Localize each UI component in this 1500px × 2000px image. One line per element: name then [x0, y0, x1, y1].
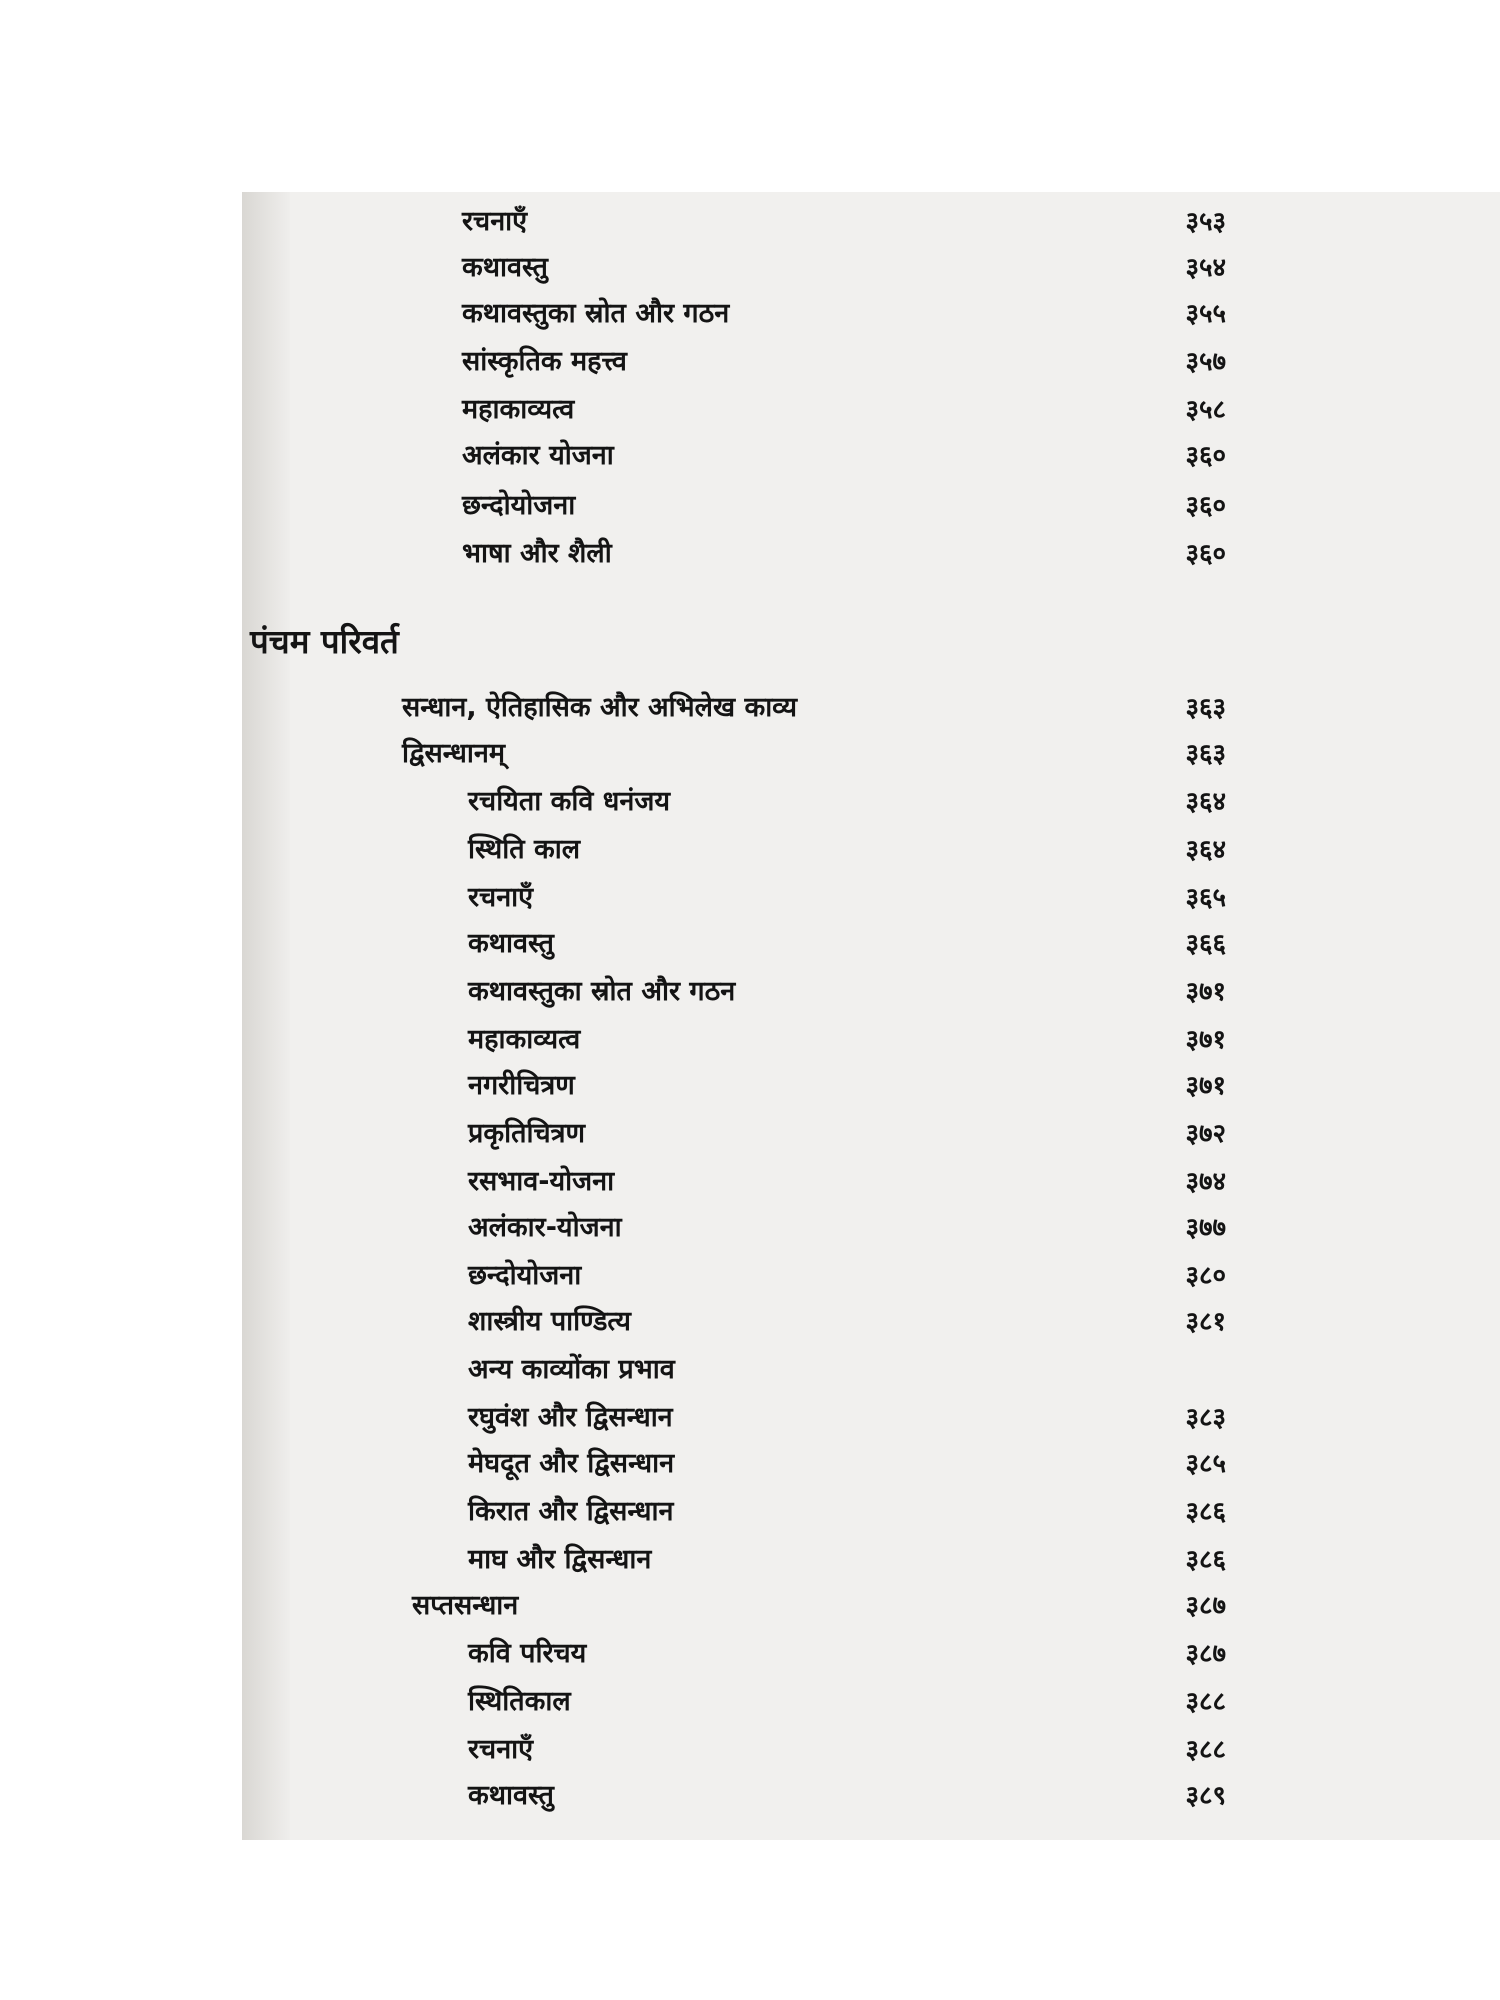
toc-entry-page: ३६० — [1185, 491, 1226, 521]
toc-entry-title: रसभाव-योजना — [468, 1166, 615, 1197]
toc-entry-title: प्रकृतिचित्रण — [468, 1118, 586, 1149]
toc-entry-title: रचयिता कवि धनंजय — [468, 786, 671, 817]
toc-entry-page: ३७४ — [1185, 1167, 1226, 1197]
toc-entry-page: ३६५ — [1185, 883, 1226, 913]
toc-entry-page: ३७२ — [1185, 1119, 1226, 1149]
toc-entry — [0, 1066, 1500, 1106]
toc-entry-page: ३८८ — [1185, 1687, 1226, 1717]
toc-entry-title: कथावस्तु — [468, 928, 554, 959]
toc-entry — [0, 1540, 1500, 1580]
toc-entry — [0, 782, 1500, 822]
toc-entry — [0, 1302, 1500, 1342]
toc-entry-title: अन्य काव्योंका प्रभाव — [468, 1354, 675, 1385]
toc-entry-page: ३७१ — [1185, 977, 1226, 1007]
toc-entry-page: ३७७ — [1185, 1213, 1226, 1243]
toc-entry-title: रचनाएँ — [462, 206, 528, 237]
toc-entry-title: कथावस्तु — [468, 1780, 554, 1811]
toc-entry-page: ३८७ — [1185, 1591, 1226, 1621]
toc-entry-page: ३८१ — [1185, 1307, 1226, 1337]
toc-entry-title: महाकाव्यत्व — [468, 1024, 581, 1055]
toc-entry — [0, 534, 1500, 574]
toc-entry-page: ३७१ — [1185, 1025, 1226, 1055]
toc-entry-title: नगरीचित्रण — [468, 1070, 575, 1101]
toc-entry — [0, 342, 1500, 382]
toc-entry — [0, 202, 1500, 242]
toc-entry — [0, 1682, 1500, 1722]
toc-entry-page: ३८३ — [1185, 1403, 1226, 1433]
toc-entry — [0, 734, 1500, 774]
toc-entry — [0, 390, 1500, 430]
toc-entry-page: ३८० — [1185, 1261, 1226, 1291]
toc-entry — [0, 1586, 1500, 1626]
toc-entry-page: ३८८ — [1185, 1735, 1226, 1765]
toc-entry — [0, 1492, 1500, 1532]
toc-entry-page: ३६० — [1185, 441, 1226, 471]
toc-entry-title: स्थिति काल — [468, 834, 581, 865]
toc-entry-title: द्विसन्धानम् — [402, 738, 505, 769]
toc-entry-page: ३५३ — [1185, 207, 1226, 237]
toc-entry-title: कथावस्तुका स्रोत और गठन — [462, 298, 730, 329]
toc-entry-title: कथावस्तुका स्रोत और गठन — [468, 976, 736, 1007]
toc-entry — [0, 294, 1500, 334]
section-heading: पंचम परिवर्त — [250, 622, 399, 661]
toc-entry — [0, 1634, 1500, 1674]
toc-entry — [0, 1776, 1500, 1816]
toc-entry-title: रघुवंश और द्विसन्धान — [468, 1402, 673, 1433]
toc-entry-title: कथावस्तु — [462, 252, 548, 283]
toc-entry — [0, 1730, 1500, 1770]
toc-entry-title: महाकाव्यत्व — [462, 394, 575, 425]
toc-entry-title: माघ और द्विसन्धान — [468, 1544, 652, 1575]
toc-entry — [0, 688, 1500, 728]
toc-entry-title: सप्तसन्धान — [412, 1590, 519, 1621]
toc-entry — [0, 924, 1500, 964]
toc-entry-title: किरात और द्विसन्धान — [468, 1496, 674, 1527]
toc-entry-title: छन्दोयोजना — [468, 1260, 582, 1291]
toc-entry — [0, 1444, 1500, 1484]
toc-entry — [0, 1162, 1500, 1202]
toc-entry — [0, 878, 1500, 918]
toc-entry-page: ३८९ — [1185, 1781, 1226, 1811]
toc-entry-page: ३६४ — [1185, 787, 1226, 817]
toc-entry-title: शास्त्रीय पाण्डित्य — [468, 1306, 631, 1337]
toc-entry-page: ३५७ — [1185, 347, 1226, 377]
toc-entry — [0, 486, 1500, 526]
toc-entry-page: ३५५ — [1185, 299, 1226, 329]
toc-entry-title: भाषा और शैली — [462, 538, 612, 569]
toc-entry — [0, 248, 1500, 288]
toc-entry-page: ३५४ — [1185, 253, 1226, 283]
toc-entry — [0, 436, 1500, 476]
toc-entry-title: अलंकार योजना — [462, 440, 614, 471]
toc-entry — [0, 830, 1500, 870]
toc-entry — [0, 1256, 1500, 1296]
toc-entry-page: ३८६ — [1185, 1545, 1226, 1575]
toc-entry-title: सांस्कृतिक महत्त्व — [462, 346, 627, 377]
toc-entry-title: स्थितिकाल — [468, 1686, 571, 1717]
toc-entry — [0, 1020, 1500, 1060]
toc-entry-title: रचनाएँ — [468, 1734, 534, 1765]
toc-entry — [0, 972, 1500, 1012]
toc-entry — [0, 1208, 1500, 1248]
toc-entry-title: मेघदूत और द्विसन्धान — [468, 1448, 675, 1479]
toc-entry — [0, 1398, 1500, 1438]
toc-entry — [0, 1350, 1500, 1390]
toc-entry-page: ३६६ — [1185, 929, 1226, 959]
toc-entry-title: रचनाएँ — [468, 882, 534, 913]
toc-entry-page: ३६३ — [1185, 693, 1226, 723]
toc-entry-page: ३६४ — [1185, 835, 1226, 865]
toc-entry-title: छन्दोयोजना — [462, 490, 576, 521]
toc-entry-page: ३७१ — [1185, 1071, 1226, 1101]
toc-entry-page: ३८५ — [1185, 1449, 1226, 1479]
toc-entry-page: ३६३ — [1185, 739, 1226, 769]
toc-entry-title: अलंकार-योजना — [468, 1212, 622, 1243]
toc-entry — [0, 1114, 1500, 1154]
toc-entry-page: ३५८ — [1185, 395, 1226, 425]
toc-entry-title: कवि परिचय — [468, 1638, 587, 1669]
toc-entry-page: ३८६ — [1185, 1497, 1226, 1527]
toc-entry-page: ३६० — [1185, 539, 1226, 569]
toc-entry-title: सन्धान, ऐतिहासिक और अभिलेख काव्य — [402, 692, 798, 723]
toc-entry-page: ३८७ — [1185, 1639, 1226, 1669]
